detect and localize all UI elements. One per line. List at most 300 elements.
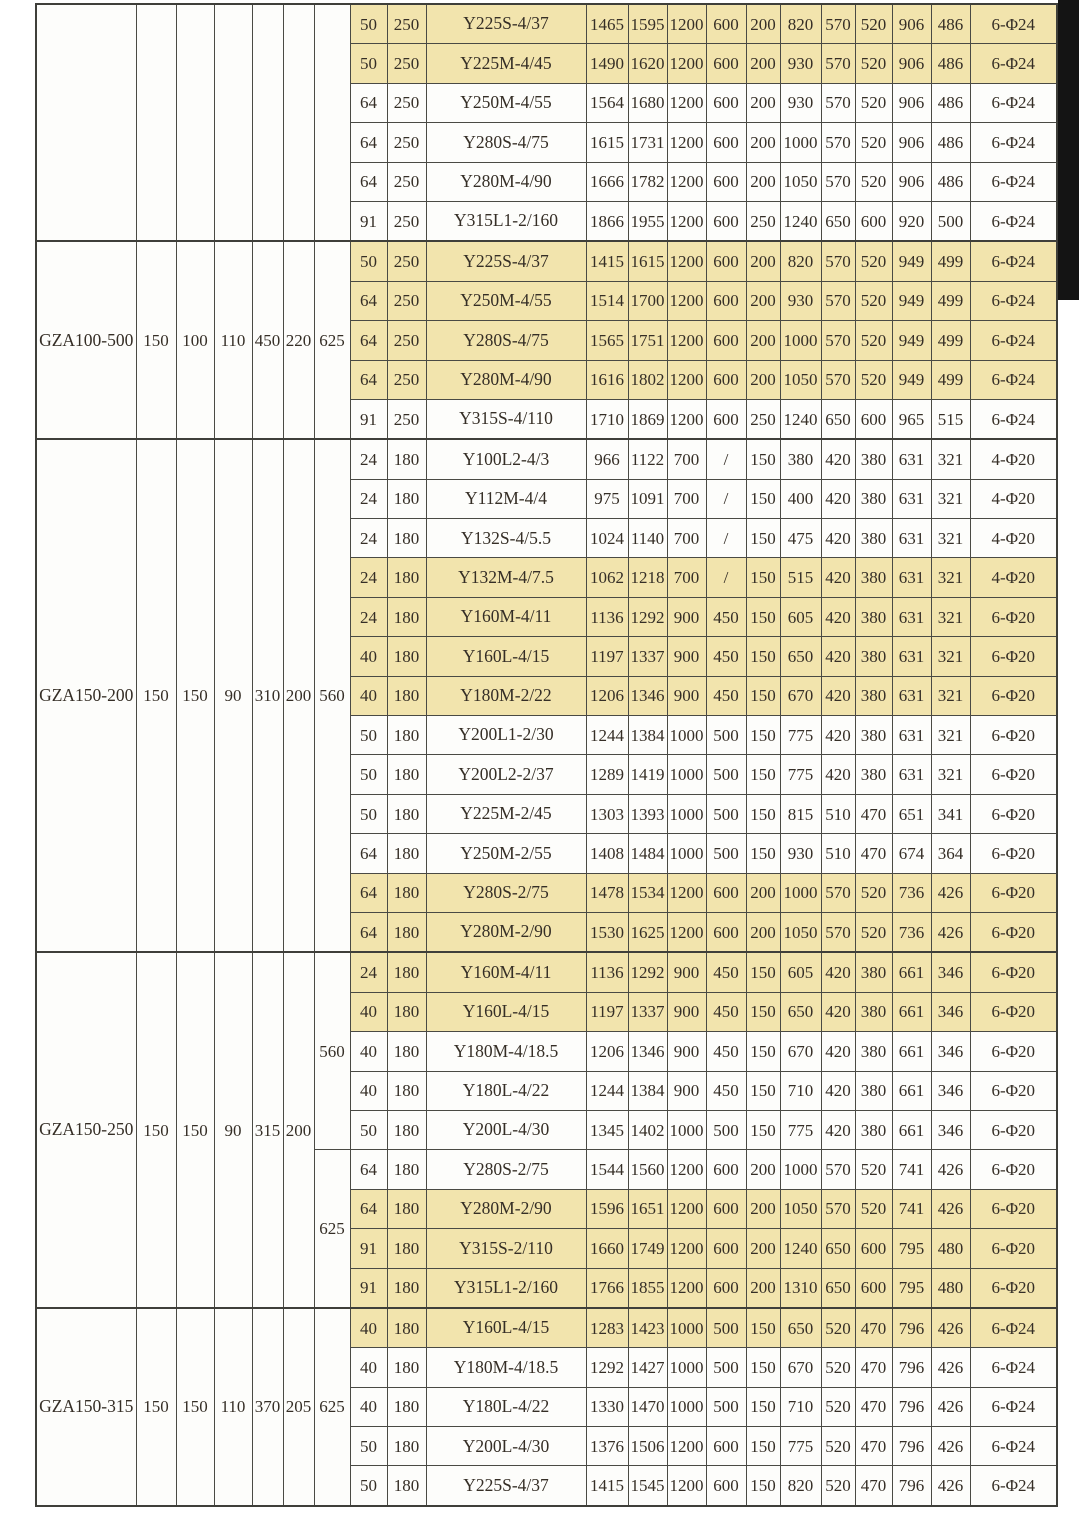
motor-model-cell: Y200L-4/30 <box>426 1110 586 1149</box>
value-cell: 1700 <box>628 281 667 320</box>
flow-cell: 50 <box>350 4 387 44</box>
value-cell: 600 <box>706 1268 746 1308</box>
value-cell: 930 <box>780 44 821 83</box>
value-cell: 1615 <box>586 123 628 162</box>
flow-cell: 64 <box>350 360 387 399</box>
value-cell: 450 <box>706 637 746 676</box>
table-row <box>36 439 1057 479</box>
value-cell: 150 <box>746 1387 780 1426</box>
value-cell: 426 <box>931 1387 970 1426</box>
value-cell: 1240 <box>780 1229 821 1268</box>
dimension-cell: 200 <box>283 439 314 952</box>
value-cell: 600 <box>706 83 746 122</box>
value-cell: 900 <box>667 952 706 992</box>
value-cell: 1200 <box>667 1229 706 1268</box>
value-cell: 1000 <box>780 1150 821 1189</box>
value-cell: 420 <box>821 952 855 992</box>
value-cell: 420 <box>821 992 855 1031</box>
value-cell: 250 <box>746 399 780 439</box>
value-cell: 520 <box>821 1348 855 1387</box>
value-cell: 1565 <box>586 321 628 360</box>
motor-model-cell: Y315L1-2/160 <box>426 201 586 241</box>
bolt-spec-cell: 6-Φ20 <box>970 912 1057 952</box>
flow-cell: 64 <box>350 1150 387 1189</box>
flow-cell: 64 <box>350 1189 387 1228</box>
motor-model-cell: Y180M-2/22 <box>426 676 586 715</box>
value-cell: 900 <box>667 676 706 715</box>
value-cell: 1955 <box>628 201 667 241</box>
value-cell: 975 <box>586 479 628 518</box>
value-cell: 661 <box>892 1110 931 1149</box>
value-cell: 930 <box>780 83 821 122</box>
value-cell: 966 <box>586 439 628 479</box>
scrollbar-thumb[interactable] <box>1058 0 1079 300</box>
value-cell: 480 <box>931 1229 970 1268</box>
value-cell: 1710 <box>586 399 628 439</box>
value-cell: 200 <box>746 873 780 912</box>
value-cell: 1620 <box>628 44 667 83</box>
value-cell: 965 <box>892 399 931 439</box>
value-cell: 420 <box>821 519 855 558</box>
dimension-cell: 100 <box>176 241 214 439</box>
value-cell: 486 <box>931 44 970 83</box>
head-cell: 180 <box>387 1032 426 1071</box>
value-cell: 500 <box>706 1387 746 1426</box>
value-cell: 426 <box>931 912 970 952</box>
bolt-spec-cell: 6-Φ24 <box>970 321 1057 360</box>
value-cell: 1200 <box>667 1150 706 1189</box>
dimension-cell: 150 <box>176 952 214 1308</box>
head-cell: 180 <box>387 676 426 715</box>
value-cell: 420 <box>821 439 855 479</box>
value-cell: 700 <box>667 558 706 597</box>
value-cell: 321 <box>931 519 970 558</box>
table-row <box>36 952 1057 992</box>
value-cell: 1346 <box>628 676 667 715</box>
flow-cell: 64 <box>350 162 387 201</box>
value-cell: 150 <box>746 794 780 833</box>
value-cell: 341 <box>931 794 970 833</box>
motor-model-cell: Y225M-4/45 <box>426 44 586 83</box>
dimension-cell: 90 <box>214 952 252 1308</box>
value-cell: 420 <box>821 479 855 518</box>
value-cell: 426 <box>931 1308 970 1348</box>
head-cell: 250 <box>387 44 426 83</box>
value-cell: 1384 <box>628 1071 667 1110</box>
motor-model-cell: Y280S-4/75 <box>426 123 586 162</box>
value-cell: 150 <box>746 716 780 755</box>
value-cell: 1244 <box>586 1071 628 1110</box>
value-cell: 820 <box>780 4 821 44</box>
value-cell: 1000 <box>667 1348 706 1387</box>
bolt-spec-cell: 6-Φ20 <box>970 873 1057 912</box>
bolt-spec-cell: 6-Φ20 <box>970 676 1057 715</box>
value-cell: 600 <box>706 360 746 399</box>
value-cell: 631 <box>892 558 931 597</box>
value-cell: 1283 <box>586 1308 628 1348</box>
value-cell: 1000 <box>667 716 706 755</box>
value-cell: 775 <box>780 755 821 794</box>
bolt-spec-cell: 6-Φ24 <box>970 1466 1057 1506</box>
base-height-cell: 560 <box>314 439 350 952</box>
value-cell: 650 <box>821 1229 855 1268</box>
motor-model-cell: Y280M-2/90 <box>426 912 586 952</box>
head-cell: 250 <box>387 281 426 320</box>
value-cell: 1866 <box>586 201 628 241</box>
flow-cell: 91 <box>350 1268 387 1308</box>
value-cell: 1000 <box>667 1308 706 1348</box>
value-cell: 380 <box>855 1071 892 1110</box>
value-cell: 1393 <box>628 794 667 833</box>
bolt-spec-cell: 4-Φ20 <box>970 439 1057 479</box>
value-cell: 150 <box>746 1348 780 1387</box>
value-cell: 500 <box>931 201 970 241</box>
dimension-cell: 150 <box>136 241 176 439</box>
value-cell: 380 <box>855 992 892 1031</box>
value-cell: 470 <box>855 1387 892 1426</box>
motor-model-cell: Y225M-2/45 <box>426 794 586 833</box>
motor-model-cell: Y315S-2/110 <box>426 1229 586 1268</box>
bolt-spec-cell: 6-Φ20 <box>970 1189 1057 1228</box>
flow-cell: 64 <box>350 281 387 320</box>
dimension-cell <box>252 4 283 241</box>
bolt-spec-cell: 6-Φ20 <box>970 794 1057 833</box>
value-cell: 949 <box>892 241 931 281</box>
value-cell: 1402 <box>628 1110 667 1149</box>
value-cell: 150 <box>746 1110 780 1149</box>
value-cell: 380 <box>855 479 892 518</box>
flow-cell: 50 <box>350 1466 387 1506</box>
motor-model-cell: Y315S-4/110 <box>426 399 586 439</box>
motor-model-cell: Y132M-4/7.5 <box>426 558 586 597</box>
value-cell: 1000 <box>667 834 706 873</box>
head-cell: 180 <box>387 439 426 479</box>
bolt-spec-cell: 6-Φ24 <box>970 1427 1057 1466</box>
value-cell: 520 <box>855 873 892 912</box>
value-cell: 1616 <box>586 360 628 399</box>
head-cell: 250 <box>387 399 426 439</box>
value-cell: 700 <box>667 519 706 558</box>
value-cell: 600 <box>706 1427 746 1466</box>
value-cell: 500 <box>706 1348 746 1387</box>
value-cell: 570 <box>821 241 855 281</box>
head-cell: 180 <box>387 1387 426 1426</box>
value-cell: 796 <box>892 1466 931 1506</box>
value-cell: 600 <box>706 281 746 320</box>
value-cell: 1200 <box>667 201 706 241</box>
bolt-spec-cell: 6-Φ24 <box>970 201 1057 241</box>
value-cell: 150 <box>746 676 780 715</box>
value-cell: 475 <box>780 519 821 558</box>
value-cell: 631 <box>892 755 931 794</box>
value-cell: 600 <box>855 201 892 241</box>
value-cell: 1000 <box>780 123 821 162</box>
bolt-spec-cell: 6-Φ20 <box>970 1229 1057 1268</box>
head-cell: 180 <box>387 1268 426 1308</box>
value-cell: 570 <box>821 162 855 201</box>
flow-cell: 91 <box>350 201 387 241</box>
value-cell: 321 <box>931 558 970 597</box>
head-cell: 180 <box>387 597 426 636</box>
head-cell: 180 <box>387 912 426 952</box>
value-cell: / <box>706 479 746 518</box>
head-cell: 180 <box>387 992 426 1031</box>
motor-model-cell: Y160M-4/11 <box>426 952 586 992</box>
value-cell: 200 <box>746 1229 780 1268</box>
value-cell: 321 <box>931 597 970 636</box>
value-cell: 1545 <box>628 1466 667 1506</box>
dimension-cell: 150 <box>176 1308 214 1506</box>
value-cell: 499 <box>931 360 970 399</box>
flow-cell: 40 <box>350 1032 387 1071</box>
value-cell: 200 <box>746 281 780 320</box>
head-cell: 180 <box>387 558 426 597</box>
value-cell: 1408 <box>586 834 628 873</box>
value-cell: 150 <box>746 952 780 992</box>
value-cell: 1200 <box>667 281 706 320</box>
value-cell: 631 <box>892 439 931 479</box>
value-cell: 1419 <box>628 755 667 794</box>
head-cell: 180 <box>387 716 426 755</box>
value-cell: 674 <box>892 834 931 873</box>
value-cell: 1200 <box>667 1189 706 1228</box>
flow-cell: 40 <box>350 992 387 1031</box>
head-cell: 250 <box>387 162 426 201</box>
spec-table <box>35 3 1058 1507</box>
value-cell: 520 <box>855 360 892 399</box>
value-cell: 1615 <box>628 241 667 281</box>
bolt-spec-cell: 6-Φ24 <box>970 1308 1057 1348</box>
value-cell: 949 <box>892 360 931 399</box>
value-cell: 949 <box>892 321 931 360</box>
value-cell: 700 <box>667 479 706 518</box>
value-cell: 1303 <box>586 794 628 833</box>
value-cell: 1596 <box>586 1189 628 1228</box>
flow-cell: 64 <box>350 912 387 952</box>
value-cell: 1200 <box>667 4 706 44</box>
motor-model-cell: Y280S-2/75 <box>426 1150 586 1189</box>
value-cell: 600 <box>855 399 892 439</box>
value-cell: 1200 <box>667 1466 706 1506</box>
value-cell: 670 <box>780 1032 821 1071</box>
dimension-cell <box>176 4 214 241</box>
value-cell: 906 <box>892 123 931 162</box>
flow-cell: 24 <box>350 439 387 479</box>
value-cell: 200 <box>746 360 780 399</box>
value-cell: 1470 <box>628 1387 667 1426</box>
flow-cell: 50 <box>350 1427 387 1466</box>
head-cell: 180 <box>387 952 426 992</box>
bolt-spec-cell: 6-Φ24 <box>970 123 1057 162</box>
value-cell: 426 <box>931 1466 970 1506</box>
flow-cell: 91 <box>350 399 387 439</box>
value-cell: 500 <box>706 1308 746 1348</box>
motor-model-cell: Y250M-4/55 <box>426 281 586 320</box>
value-cell: 520 <box>855 321 892 360</box>
head-cell: 250 <box>387 360 426 399</box>
model-cell: GZA100-500 <box>36 241 136 439</box>
value-cell: 1292 <box>586 1348 628 1387</box>
base-height-cell <box>314 4 350 241</box>
flow-cell: 24 <box>350 952 387 992</box>
value-cell: 631 <box>892 637 931 676</box>
value-cell: 470 <box>855 834 892 873</box>
head-cell: 250 <box>387 241 426 281</box>
value-cell: 346 <box>931 1110 970 1149</box>
value-cell: 486 <box>931 83 970 122</box>
value-cell: 736 <box>892 873 931 912</box>
value-cell: 900 <box>667 1071 706 1110</box>
value-cell: 600 <box>706 1229 746 1268</box>
value-cell: 321 <box>931 676 970 715</box>
table-row <box>36 4 1057 44</box>
value-cell: 1240 <box>780 201 821 241</box>
value-cell: 775 <box>780 1110 821 1149</box>
value-cell: 150 <box>746 479 780 518</box>
value-cell: 570 <box>821 4 855 44</box>
value-cell: 815 <box>780 794 821 833</box>
value-cell: 1731 <box>628 123 667 162</box>
value-cell: 346 <box>931 952 970 992</box>
bolt-spec-cell: 6-Φ24 <box>970 1348 1057 1387</box>
value-cell: 1651 <box>628 1189 667 1228</box>
bolt-spec-cell: 6-Φ24 <box>970 4 1057 44</box>
value-cell: 930 <box>780 281 821 320</box>
bolt-spec-cell: 4-Φ20 <box>970 558 1057 597</box>
value-cell: 661 <box>892 992 931 1031</box>
flow-cell: 64 <box>350 83 387 122</box>
value-cell: 420 <box>821 1110 855 1149</box>
value-cell: 631 <box>892 676 931 715</box>
value-cell: 906 <box>892 44 931 83</box>
value-cell: 736 <box>892 912 931 952</box>
value-cell: 321 <box>931 439 970 479</box>
value-cell: 150 <box>746 1427 780 1466</box>
value-cell: 500 <box>706 755 746 794</box>
value-cell: 710 <box>780 1071 821 1110</box>
value-cell: 796 <box>892 1308 931 1348</box>
value-cell: 1136 <box>586 597 628 636</box>
value-cell: 510 <box>821 794 855 833</box>
value-cell: 1200 <box>667 241 706 281</box>
head-cell: 180 <box>387 1189 426 1228</box>
head-cell: 180 <box>387 1466 426 1506</box>
value-cell: 1289 <box>586 755 628 794</box>
value-cell: 380 <box>855 952 892 992</box>
value-cell: 1000 <box>780 321 821 360</box>
dimension-cell: 150 <box>136 952 176 1308</box>
value-cell: 741 <box>892 1189 931 1228</box>
value-cell: 570 <box>821 321 855 360</box>
value-cell: 1680 <box>628 83 667 122</box>
flow-cell: 50 <box>350 716 387 755</box>
value-cell: 650 <box>821 201 855 241</box>
value-cell: 346 <box>931 1071 970 1110</box>
value-cell: 470 <box>855 794 892 833</box>
value-cell: 570 <box>821 123 855 162</box>
value-cell: 520 <box>855 1150 892 1189</box>
value-cell: 150 <box>746 439 780 479</box>
motor-model-cell: Y160L-4/15 <box>426 992 586 1031</box>
value-cell: 1310 <box>780 1268 821 1308</box>
value-cell: 200 <box>746 83 780 122</box>
value-cell: 1625 <box>628 912 667 952</box>
value-cell: 500 <box>706 834 746 873</box>
bolt-spec-cell: 4-Φ20 <box>970 519 1057 558</box>
value-cell: 1000 <box>780 873 821 912</box>
value-cell: 1751 <box>628 321 667 360</box>
value-cell: 420 <box>821 716 855 755</box>
value-cell: 1000 <box>667 755 706 794</box>
dimension-cell: 90 <box>214 439 252 952</box>
value-cell: 1197 <box>586 992 628 1031</box>
value-cell: 1330 <box>586 1387 628 1426</box>
value-cell: 380 <box>855 558 892 597</box>
value-cell: 1345 <box>586 1110 628 1149</box>
value-cell: 920 <box>892 201 931 241</box>
value-cell: 631 <box>892 716 931 755</box>
head-cell: 180 <box>387 1308 426 1348</box>
value-cell: 420 <box>821 597 855 636</box>
value-cell: 1200 <box>667 123 706 162</box>
motor-model-cell: Y100L2-4/3 <box>426 439 586 479</box>
motor-model-cell: Y132S-4/5.5 <box>426 519 586 558</box>
value-cell: 661 <box>892 952 931 992</box>
value-cell: 1384 <box>628 716 667 755</box>
value-cell: 600 <box>706 873 746 912</box>
model-cell: GZA150-250 <box>36 952 136 1308</box>
motor-model-cell: Y200L2-2/37 <box>426 755 586 794</box>
value-cell: 570 <box>821 873 855 912</box>
motor-model-cell: Y200L-4/30 <box>426 1427 586 1466</box>
value-cell: 150 <box>746 1308 780 1348</box>
value-cell: 795 <box>892 1229 931 1268</box>
motor-model-cell: Y112M-4/4 <box>426 479 586 518</box>
value-cell: 631 <box>892 519 931 558</box>
value-cell: 520 <box>855 912 892 952</box>
value-cell: 150 <box>746 1032 780 1071</box>
flow-cell: 64 <box>350 123 387 162</box>
value-cell: 150 <box>746 755 780 794</box>
value-cell: 570 <box>821 83 855 122</box>
value-cell: 1782 <box>628 162 667 201</box>
value-cell: 570 <box>821 360 855 399</box>
motor-model-cell: Y225S-4/37 <box>426 1466 586 1506</box>
value-cell: 380 <box>855 439 892 479</box>
value-cell: 380 <box>855 755 892 794</box>
value-cell: 1376 <box>586 1427 628 1466</box>
value-cell: 1200 <box>667 399 706 439</box>
head-cell: 180 <box>387 1348 426 1387</box>
value-cell: 346 <box>931 992 970 1031</box>
value-cell: 380 <box>780 439 821 479</box>
value-cell: 1200 <box>667 912 706 952</box>
head-cell: 180 <box>387 1427 426 1466</box>
value-cell: / <box>706 519 746 558</box>
model-cell <box>36 4 136 241</box>
value-cell: 200 <box>746 241 780 281</box>
value-cell: 796 <box>892 1427 931 1466</box>
value-cell: 426 <box>931 1348 970 1387</box>
flow-cell: 40 <box>350 1308 387 1348</box>
value-cell: 499 <box>931 241 970 281</box>
spec-table-body <box>36 4 1057 1506</box>
bolt-spec-cell: 6-Φ20 <box>970 1110 1057 1149</box>
value-cell: 1766 <box>586 1268 628 1308</box>
value-cell: 321 <box>931 716 970 755</box>
value-cell: 499 <box>931 281 970 320</box>
value-cell: 150 <box>746 834 780 873</box>
